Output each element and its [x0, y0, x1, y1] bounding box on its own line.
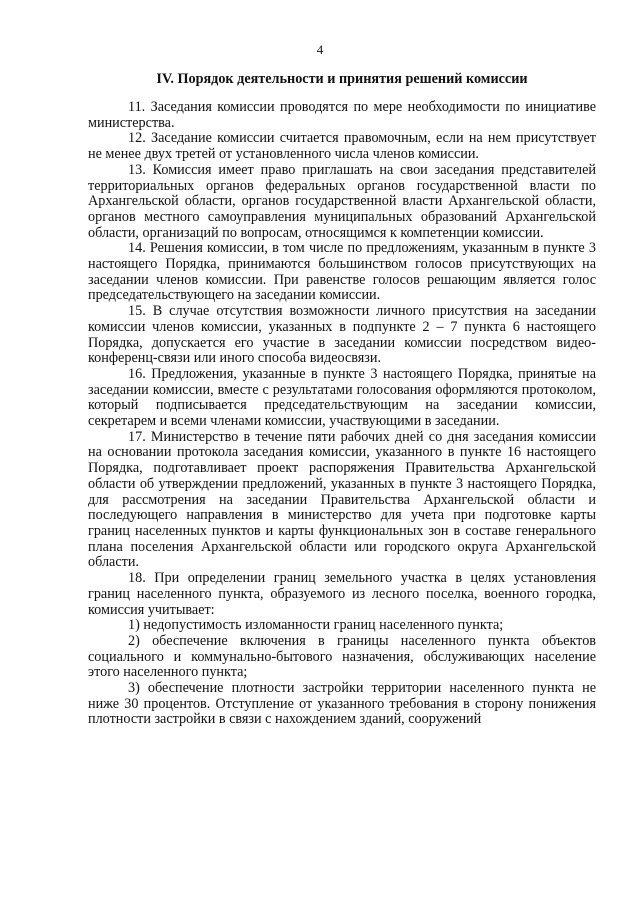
paragraph-17: 17. Министерство в течение пяти рабочих дней со дня заседания комиссии на основании протокола заседания комиссии, указанного в пункте 16 настоящего Порядка, подготавливает проект распоряжения Правительства Архангельской области об утверждении предложений, указанных в пункте 3 настоящего Порядка, для рассмотрения на заседании Правительства Архангельской области и последующего направления в министерство для учета при подготовке карты границ населенных пунктов и карты функциональных зон в составе генерального плана поселения Архангельской области или городского округа Архангельской области. [88, 428, 596, 571]
paragraph-15: 15. В случае отсутствия возможности личного присутствия на заседании комиссии членов комиссии, указанных в подпункте 2 – 7 пункта 6 настоящего Порядка, допускается его участие в заседании комиссии посредством видео-конференц-связи или иного способа видеосвязи. [88, 303, 596, 367]
list-item-2: 2) обеспечение включения в границы населенного пункта объектов социального и коммунально-бытового назначения, обслуживающих население этого населенного пункта; [88, 632, 596, 681]
document-body [88, 100, 596, 728]
paragraph-16: 16. Предложения, указанные в пункте 3 настоящего Порядка, принятые на заседании комиссии, вместе с результатами голосования оформляются протоколом, который подписывается председательствующим на заседании комиссии, секретарем и всеми членами комиссии, участвующими в заседании. [88, 365, 596, 430]
section-title: IV. Порядок деятельности и принятия решений комиссии [156, 71, 528, 87]
paragraph-13: 13. Комиссия имеет право приглашать на свои заседания представителей территориальных органов федеральных органов государственной власти по Архангельской области, органов государственной власти Архангельской области, органов местного самоуправления муниципальных образований Архангельской области, организаций по вопросам, относящимся к компетенции комиссии. [88, 161, 596, 241]
page-number: 4 [316, 42, 324, 57]
paragraph-12: 12. Заседание комиссии считается правомочным, если на нем присутствует не менее двух третей от установленного числа членов комиссии. [88, 130, 596, 163]
paragraph-11: 11. Заседания комиссии проводятся по мере необходимости по инициативе министерства. [88, 99, 596, 131]
list-item-1: 1) недопустимость изломанности границ населенного пункта; [128, 617, 504, 634]
paragraph-18: 18. При определении границ земельного участка в целях установления границ населенного пункта, образуемого из лесного поселка, военного городка, комиссия учитывает: [88, 570, 596, 618]
paragraph-14: 14. Решения комиссии, в том числе по предложениям, указанным в пункте 3 настоящего Порядка, принимаются большинством голосов присутствующих на заседании членов комиссии. При равенстве голосов решающим является голос председательствующего на заседании комиссии. [88, 240, 596, 304]
list-item-3: 3) обеспечение плотности застройки территории населенного пункта не ниже 30 процентов. Отступление от указанного требования в сторону понижения плотности застройки в связи с нахождением зданий, сооружений [88, 680, 596, 728]
